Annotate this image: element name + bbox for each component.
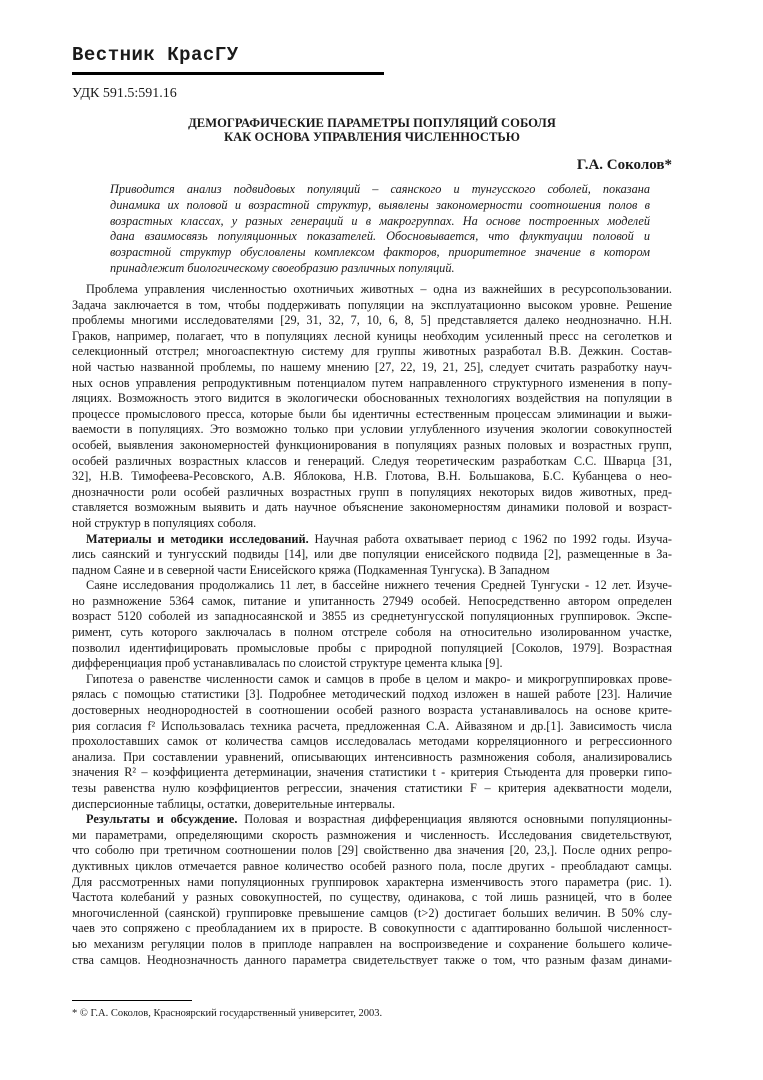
body-line: возраст 5120 соболей из западносаянской и 3855 из среднетунгусской популяционных группировок. Экспе- [72,609,672,624]
abstract-line: возрастных классах, у разных генераций и в макрогруппах. На основе построенных моделей [110,213,650,228]
body-line: процессе промыслового пресса, которые были бы идентичны естественным процессам элиминации и выжи- [72,406,672,421]
body-line: особей различных возрастных классов и генераций. Следуя теоретическим разработкам С.С. Шварца [31, [72,453,672,468]
title-line: ДЕМОГРАФИЧЕСКИЕ ПАРАМЕТРЫ ПОПУЛЯЦИЙ СОБОЛЯ [188,116,556,130]
article-title [72,116,672,144]
body-line: дифференциация проб устанавливалась по слоистой структуре цемента клыка [9]. [72,656,503,671]
body-line: проблемы многими исследователями [29, 31, 32, 7, 10, 6, 8, 5] представляется далеко неоднозначно. Н.Н. [72,313,672,328]
body-line: Саяне исследования продолжались 11 лет, в бассейне нижнего течения Средней Тунгуски - 12 лет. Изуче- [86,578,672,593]
body-line: позволил идентифицировать промысловые пробы с природной популяцией [Соколов, 1979]. Возрастная [72,640,672,655]
body-text: Научная работа охватывает период с 1962 по 1992 годы. Изуча- [308,531,672,546]
abstract-line: возрастной структур обусловлены комплексом факторов, приоритетное значение в котором [110,245,650,260]
abstract-line: дана взаимосвязь популяционных показателей. Обосновывается, что флуктуации половой и [110,229,650,244]
body-line: дисперсионные таблицы, остатки, доверительные интервалы. [72,796,396,811]
body-line: ью механизм регуляции полов в приплоде направлен на воспроизведение и сохранение большего количе- [72,936,672,951]
section-heading: Результаты и обсуждение. [86,812,238,827]
body-line: Для рассмотренных нами популяционных группировок характерна изменчивость этого параметра (рис. 1). [72,874,672,889]
body-line [72,532,672,548]
body-line [72,812,672,828]
author: Г.А. Соколов* [576,157,672,173]
body-line: особей, выявления закономерностей функционирования в популяциях разных половых и возрастных групп, [72,437,672,452]
body-line: многочисленной (саянской) группировке превышение самцов (t>2) достигает больших величин. В 50% слу- [72,905,672,920]
body-line: прохолоставших самок от количества самцов исследовалась методами корреляционного и регрессионного [72,734,672,749]
body-line: ваемости в популяциях. Это возможно только при условии углубленного изучения экологии совокупностей [72,422,672,437]
body-line: Гипотеза о равенстве численности самок и самцов в пробе в целом и макро- и микрогруппировках прове- [86,671,672,686]
abstract [110,182,650,277]
body-line: Проблема управления численностью охотничьих животных – одна из важнейших в ресурсопользовании. [86,282,672,296]
body-line: падном Саяне и в северной части Енисейского кряжа (Подкаменная Тунгуска). В Западном [72,562,550,577]
body-line: 32], Н.В. Тимофеева-Ресовского, А.В. Яблокова, Н.В. Глотова, В.Н. Большакова, Б.С. Кубанцева о нео- [72,469,672,484]
body-line: ной частью названной проблемы, по нашему мнению [27, 22, 19, 21, 25], следует считать разработку науч- [72,359,672,374]
body-line: ставляется возможным выявить и дать научное объяснение закономерностям динамики половой и возраст- [72,500,672,515]
body-line: чаев это сопряжено с преобладанием их в приросте. В совокупности с адаптированно большой численност- [72,921,672,936]
udk-code: УДК 591.5:591.16 [72,86,177,101]
body-line: Частота колебаний у разных совокупностей, по существу, одинакова, с той лишь разницей, что в более [72,890,672,905]
body-line: рялась с помощью статистики [3]. Подробнее методический подход изложен в нашей работе [23]. Наличие [72,687,672,702]
article-body [72,282,672,968]
body-line: римент, суть которого заключалась в полном отстреле соболя на относительно изолированном участке, [72,625,672,640]
journal-title: Вестник КрасГУ [72,44,239,66]
body-line: ляциях. Возможность этого видится в экологически обоснованных технологиях воздействия на популяции в [72,391,672,406]
footnote-rule [72,1000,192,1001]
abstract-line: Приводится анализ подвидовых популяций – саянского и тунгусского соболей, показана [110,182,650,196]
abstract-line: принадлежит биологическому своеобразию различных популяций. [110,260,455,275]
body-line: что соболю при третичном соотношении полов [29] свойственно два значения [20, 23,]. После одних репро- [72,843,672,858]
body-line: тезы равенства нулю коэффициентов регрессии, значения статистики F – критерия адекватности модели, [72,781,672,795]
body-line: дуктивных циклов отмечается равное количество особей разного пола, после других - преобладают самцы. [72,858,672,873]
body-line: но размножение 5364 самок, питание и упитанность 27949 особей. Непосредственно автором определен [72,593,672,608]
body-line: ных основ управления репродуктивным потенциалом путем направленного структурного изменения в попу- [72,375,672,390]
section-heading: Материалы и методики исследований. [86,531,309,546]
body-line: Граков, например, полагает, что в популяциях лесной куницы необходим усиленный пресс на сеголетков и [72,328,672,343]
abstract-line: динамика их половой и возрастной структур, выявлены закономерности соотношения полов в [110,197,650,212]
body-line: ной структур в популяциях соболя. [72,515,257,530]
title-line: КАК ОСНОВА УПРАВЛЕНИЯ ЧИСЛЕННОСТЬЮ [224,130,520,144]
body-line: селекционный отстрел; многоаспектную систему для группы животных разработал В.В. Дежкин. Состав- [72,344,672,359]
header-rule [72,72,384,75]
body-line: значения R² – коэффициента детерминации, значения статистики t - критерия Стьюдента для проверки гипо- [72,765,672,780]
footnote: * © Г.А. Соколов, Красноярский государственный университет, 2003. [72,1008,383,1019]
body-line: ми параметрами, определяющими скорость размножения и численность. Исследования свидетельствуют, [72,827,672,842]
body-line: достоверных неоднородностей в соотношении особей разного возраста устанавливалось на основе крите- [72,703,672,718]
body-text: Половая и возрастная дифференциация являются основными популяционны- [237,812,672,827]
body-line: анализа. При составлении уравнений, описывающих интенсивность размножения соболя, анализировались [72,749,672,764]
body-line: днозначности роли особей различных возрастных групп в популяциях некоторых видов животных, пред- [72,484,672,499]
body-line: Задача заключается в том, чтобы поддерживать популяции на эксплуатационно высоком уровне. Решение [72,297,672,312]
body-line: ства самцов. Неоднозначность данного параметра свидетельствует также о том, что разным фазам динами- [72,952,672,967]
body-line: лись саянский и тунгусский подвиды [14], или две популяции енисейского подвида [2], размещенные в За- [72,547,672,562]
body-line: рия согласия f² Использовалась техника расчета, предложенная С.А. Айвазяном и др.[1]. Зависимость числа [72,718,672,733]
